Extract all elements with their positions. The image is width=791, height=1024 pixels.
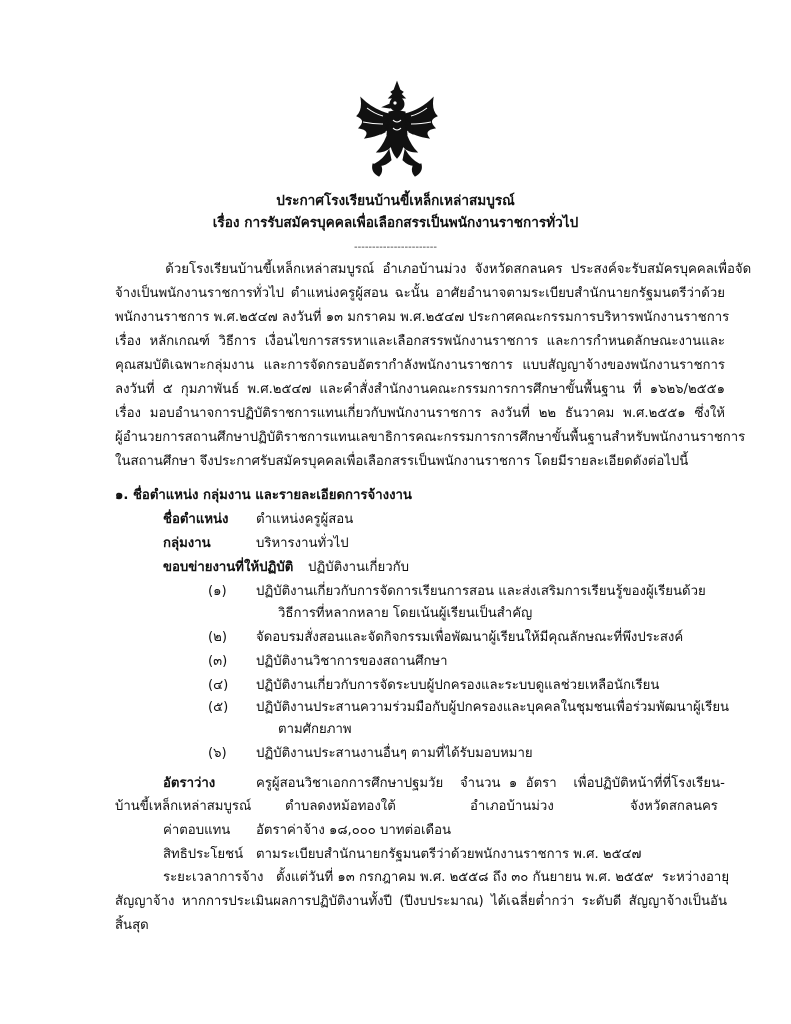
duty-text-continued: วิธีการที่หลากหลาย โดยเน้นผู้เรียนเป็นสำคัญ bbox=[278, 606, 533, 621]
duty-number: (๕) bbox=[208, 700, 229, 715]
position-value: ตำแหน่งครูผู้สอน bbox=[256, 512, 354, 527]
period-line: สัญญาจ้าง หากการประเมินผลการปฏิบัติงานทั้งปี (ปีงบประมาณ) ได้เฉลี่ยต่ำกว่า ระดับดี สัญญาจ้างเป็นอัน bbox=[115, 894, 727, 909]
quota-district: อำเภอบ้านม่วง bbox=[470, 799, 554, 814]
duty-number: (๑) bbox=[208, 584, 227, 599]
period-line: ระยะเวลาการจ้าง ตั้งแต่วันที่ ๑๓ กรกฎาคม พ.ศ. ๒๕๕๘ ถึง ๓๐ กันยายน พ.ศ. ๒๕๕๙ ระหว่างอายุ bbox=[163, 870, 730, 885]
scope-label: ขอบข่ายงานที่ให้ปฏิบัติ bbox=[163, 560, 294, 575]
duty-number: (๒) bbox=[208, 630, 227, 645]
intro-line: เรื่อง มอบอำนาจการปฏิบัติราชการแทนเกี่ยวกับพนักงานราชการ ลงวันที่ ๒๒ ธันวาคม พ.ศ.๒๕๕๑ ซึ่งให้ bbox=[115, 406, 725, 421]
intro-line: ในสถานศึกษา จึงประกาศรับสมัครบุคคลเพื่อเลือกสรรเป็นพนักงานราชการ โดยมีรายละเอียดดังต่อไปนี้ bbox=[115, 454, 689, 469]
quota-province: จังหวัดสกลนคร bbox=[630, 799, 718, 814]
quota-value: ครูผู้สอนวิชาเอกการศึกษาปฐมวัย จำนวน ๑ อัตรา เพื่อปฏิบัติหน้าที่ที่โรงเรียน- bbox=[256, 776, 725, 791]
group-value: บริหารงานทั่วไป bbox=[256, 536, 349, 551]
pay-label: ค่าตอบแทน bbox=[163, 823, 231, 838]
duty-text: จัดอบรมสั่งสอนและจัดกิจกรรมเพื่อพัฒนาผู้เรียนให้มีคุณลักษณะที่พึงประสงค์ bbox=[256, 630, 684, 645]
pay-value: อัตราค่าจ้าง ๑๘,๐๐๐ บาทต่อเดือน bbox=[256, 823, 451, 838]
duty-text: ปฏิบัติงานประสานงานอื่นๆ ตามที่ได้รับมอบหมาย bbox=[256, 746, 533, 761]
duty-text: ปฏิบัติงานเกี่ยวกับการจัดระบบผู้ปกครองและระบบดูแลช่วยเหลือนักเรียน bbox=[256, 678, 660, 693]
duty-text: ปฏิบัติงานเกี่ยวกับการจัดการเรียนการสอน และส่งเสริมการเรียนรู้ของผู้เรียนด้วย bbox=[256, 584, 706, 599]
employment-period bbox=[115, 866, 730, 938]
duty-text: ปฏิบัติงานประสานความร่วมมือกับผู้ปกครองและบุคคลในชุมชนเพื่อร่วมพัฒนาผู้เรียน bbox=[256, 700, 730, 715]
quota-school: บ้านขี้เหล็กเหล่าสมบูรณ์ bbox=[115, 799, 252, 814]
intro-line: ด้วยโรงเรียนบ้านขี้เหล็กเหล่าสมบูรณ์ อำเภอบ้านม่วง จังหวัดสกลนคร ประสงค์จะรับสมัครบุคคลเพื่อจัด bbox=[115, 262, 752, 277]
duty-text-continued: ตามศักยภาพ bbox=[278, 722, 352, 737]
announcement-title: ประกาศโรงเรียนบ้านขี้เหล็กเหล่าสมบูรณ์ bbox=[276, 193, 515, 209]
benefit-label: สิทธิประโยชน์ bbox=[163, 847, 244, 862]
quota-label: อัตราว่าง bbox=[163, 776, 216, 791]
intro-paragraph bbox=[115, 258, 752, 474]
period-line: สิ้นสุด bbox=[115, 918, 149, 933]
title-separator: ----------------------- bbox=[354, 242, 437, 253]
garuda-emblem-icon bbox=[353, 80, 441, 180]
intro-line: เรื่อง หลักเกณฑ์ วิธีการ เงื่อนไขการสรรหาและเลือกสรรพนักงานราชการ และการกำหนดลักษณะงานและ bbox=[115, 334, 725, 349]
intro-line: พนักงานราชการ พ.ศ.๒๕๔๗ ลงวันที่ ๑๓ มกราคม พ.ศ.๒๕๔๗ ประกาศคณะกรรมการบริหารพนักงานราชการ bbox=[115, 310, 730, 325]
duty-text: ปฏิบัติงานวิชาการของสถานศึกษา bbox=[256, 654, 448, 669]
benefit-value: ตามระเบียบสำนักนายกรัฐมนตรีว่าด้วยพนักงานราชการ พ.ศ. ๒๕๔๗ bbox=[256, 847, 642, 862]
intro-line: จ้างเป็นพนักงานราชการทั่วไป ตำแหน่งครูผู้สอน ฉะนั้น อาศัยอำนาจตามระเบียบสำนักนายกรัฐมนตรีว่าด้วย bbox=[115, 286, 725, 301]
intro-line: ลงวันที่ ๕ กุมภาพันธ์ พ.ศ.๒๕๔๗ และคำสั่งสำนักงานคณะกรรมการการศึกษาขั้นพื้นฐาน ที่ ๑๖๒๖/๒๕๕๑ bbox=[115, 382, 725, 397]
group-label: กลุ่มงาน bbox=[163, 536, 211, 551]
announcement-subject: เรื่อง การรับสมัครบุคคลเพื่อเลือกสรรเป็นพนักงานราชการทั่วไป bbox=[212, 215, 579, 231]
intro-line: คุณสมบัติเฉพาะกลุ่มงาน และการจัดกรอบอัตรากำลังพนักงานราชการ แบบสัญญาจ้างของพนักงานราชการ bbox=[115, 358, 725, 373]
intro-line: ผู้อำนวยการสถานศึกษาปฏิบัติราชการแทนเลขาธิการคณะกรรมการการศึกษาขั้นพื้นฐานสำหรับพนักงานราชการ bbox=[115, 430, 746, 445]
quota-subdistrict: ตำบลดงหม้อทองใต้ bbox=[285, 799, 396, 814]
position-label: ชื่อตำแหน่ง bbox=[163, 512, 229, 527]
section-1-heading: ๑. ชื่อตำแหน่ง กลุ่มงาน และรายละเอียดการจ้างงาน bbox=[115, 488, 412, 503]
duty-number: (๖) bbox=[208, 746, 227, 761]
duty-number: (๔) bbox=[208, 678, 229, 693]
scope-value: ปฏิบัติงานเกี่ยวกับ bbox=[308, 560, 409, 575]
duty-number: (๓) bbox=[208, 654, 228, 669]
